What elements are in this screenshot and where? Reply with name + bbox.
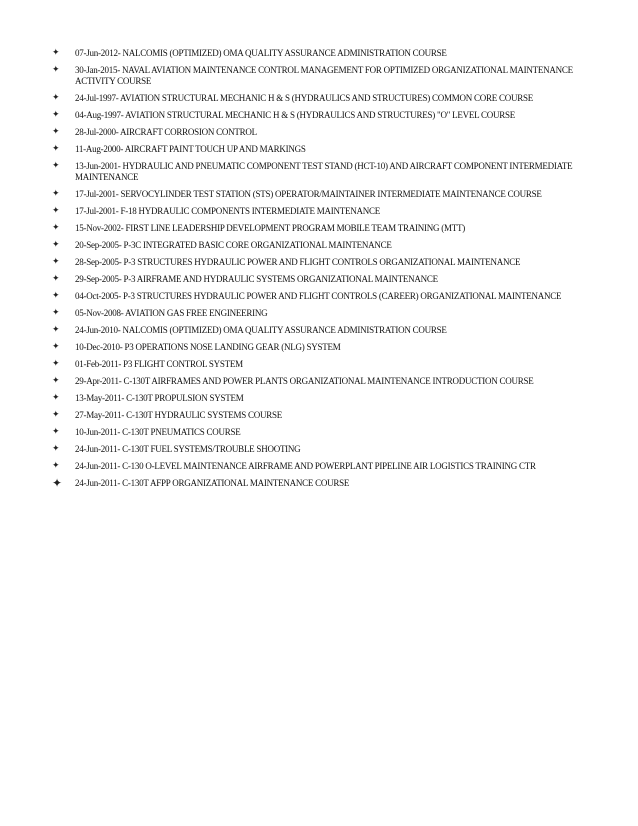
course-title: C-130T HYDRAULIC SYSTEMS COURSE <box>126 410 283 420</box>
course-entry-text <box>75 427 612 438</box>
four-point-star-bullet-icon: ✦ <box>52 325 60 335</box>
course-title: P-3 AIRFRAME AND HYDRAULIC SYSTEMS ORGANIZATIONAL MAINTENANCE <box>123 274 438 284</box>
list-item <box>52 393 612 404</box>
course-title: C-130T AIRFRAMES AND POWER PLANTS ORGANIZATIONAL MAINTENANCE INTRODUCTION COURSE <box>123 376 534 386</box>
list-item <box>52 65 612 87</box>
four-point-star-bullet-icon: ✦ <box>52 127 60 137</box>
course-entry-text <box>75 393 612 404</box>
course-entry-text <box>75 110 612 121</box>
course-entry-text <box>75 376 612 387</box>
course-date: 11-Aug-2000- <box>75 144 124 154</box>
course-date: 15-Nov-2002- <box>75 223 124 233</box>
course-date: 17-Jul-2001- <box>75 206 119 216</box>
list-item <box>52 461 612 472</box>
course-title: C-130T AFPP ORGANIZATIONAL MAINTENANCE COURSE <box>122 478 350 488</box>
four-point-star-bullet-icon: ✦ <box>52 274 60 284</box>
list-item <box>52 376 612 387</box>
four-point-star-bullet-icon: ✦ <box>52 206 60 216</box>
course-entry-text <box>75 308 612 319</box>
list-item <box>52 257 612 268</box>
four-point-star-bullet-icon: ✦ <box>52 161 60 171</box>
course-title: FIRST LINE LEADERSHIP DEVELOPMENT PROGRAM MOBILE TEAM TRAINING (MTT) <box>125 223 466 233</box>
course-entry-text <box>75 291 612 302</box>
four-point-star-bullet-icon: ✦ <box>52 410 60 420</box>
course-entry-text <box>75 274 612 285</box>
course-date: 29-Sep-2005- <box>75 274 122 284</box>
list-item <box>52 359 612 370</box>
course-date: 24-Jun-2010- <box>75 325 121 335</box>
course-title: AIRCRAFT PAINT TOUCH UP AND MARKINGS <box>124 144 306 154</box>
course-title: C-130T FUEL SYSTEMS/TROUBLE SHOOTING <box>122 444 301 454</box>
list-item <box>52 325 612 336</box>
course-title: AVIATION GAS FREE ENGINEERING <box>125 308 268 318</box>
course-entry-text <box>75 65 612 87</box>
course-date: 13-May-2011- <box>75 393 125 403</box>
course-date: 05-Nov-2008- <box>75 308 124 318</box>
course-entry-text <box>75 461 612 472</box>
course-date: 01-Feb-2011- <box>75 359 122 369</box>
course-date: 04-Oct-2005- <box>75 291 121 301</box>
course-entry-text <box>75 478 612 489</box>
four-point-star-bullet-icon: ✦ <box>52 189 60 199</box>
course-entry-text <box>75 189 612 200</box>
course-title: F-18 HYDRAULIC COMPONENTS INTERMEDIATE MAINTENANCE <box>120 206 380 216</box>
course-entry-text <box>75 359 612 370</box>
course-date: 27-May-2011- <box>75 410 125 420</box>
course-date: 24-Jun-2011- <box>75 478 121 488</box>
course-entry-text <box>75 325 612 336</box>
list-item <box>52 110 612 121</box>
course-entry-text <box>75 240 612 251</box>
list-item <box>52 240 612 251</box>
list-item <box>52 291 612 302</box>
four-point-star-bullet-icon: ✦ <box>52 444 60 454</box>
list-item <box>52 189 612 200</box>
training-course-list <box>52 48 612 495</box>
course-title: AVIATION STRUCTURAL MECHANIC H & S (HYDRAULICS AND STRUCTURES) "O" LEVEL COURSE <box>125 110 516 120</box>
course-entry-text <box>75 93 612 104</box>
four-point-star-bullet-icon: ✦ <box>52 461 60 471</box>
course-entry-text <box>75 444 612 455</box>
four-point-star-bullet-icon: ✦ <box>52 291 60 301</box>
course-title: P3 OPERATIONS NOSE LANDING GEAR (NLG) SYSTEM <box>124 342 341 352</box>
course-title: HYDRAULIC AND PNEUMATIC COMPONENT TEST STAND (HCT-10) AND AIRCRAFT COMPONENT INTERMEDIATE MAINTENANCE <box>75 161 573 182</box>
course-title: P-3 STRUCTURES HYDRAULIC POWER AND FLIGHT CONTROLS (CAREER) ORGANIZATIONAL MAINTENANCE <box>123 291 562 301</box>
list-item <box>52 444 612 455</box>
list-item <box>52 223 612 234</box>
course-date: 13-Jun-2001- <box>75 161 121 171</box>
course-date: 24-Jun-2011- <box>75 444 121 454</box>
course-date: 28-Jul-2000- <box>75 127 119 137</box>
list-item <box>52 127 612 138</box>
course-title: C-130T PROPULSION SYSTEM <box>126 393 244 403</box>
list-item <box>52 478 612 489</box>
course-entry-text <box>75 144 612 155</box>
four-point-star-bullet-icon: ✦ <box>52 359 60 369</box>
four-point-star-bullet-icon: ✦ <box>52 393 60 403</box>
four-point-star-bullet-icon: ✦ <box>52 93 60 103</box>
course-title: C-130T PNEUMATICS COURSE <box>122 427 241 437</box>
course-date: 30-Jan-2015- <box>75 65 120 75</box>
course-date: 07-Jun-2012- <box>75 48 121 58</box>
course-entry-text <box>75 342 612 353</box>
course-entry-text <box>75 48 612 59</box>
four-point-star-bullet-icon: ✦ <box>52 308 60 318</box>
course-title: NAVAL AVIATION MAINTENANCE CONTROL MANAGEMENT FOR OPTIMIZED ORGANIZATIONAL MAINTENANCE ACTIVITY COURSE <box>75 65 573 86</box>
course-date: 28-Sep-2005- <box>75 257 122 267</box>
course-entry-text <box>75 161 612 183</box>
list-item <box>52 274 612 285</box>
course-title: P3 FLIGHT CONTROL SYSTEM <box>123 359 243 369</box>
four-point-star-bullet-icon: ✦ <box>52 144 60 154</box>
course-date: 24-Jun-2011- <box>75 461 121 471</box>
list-item <box>52 308 612 319</box>
course-date: 10-Jun-2011- <box>75 427 121 437</box>
course-date: 04-Aug-1997- <box>75 110 124 120</box>
four-point-star-bullet-icon: ✦ <box>52 476 62 490</box>
course-title: AVIATION STRUCTURAL MECHANIC H & S (HYDRAULICS AND STRUCTURES) COMMON CORE COURSE <box>120 93 534 103</box>
course-date: 10-Dec-2010- <box>75 342 123 352</box>
list-item <box>52 48 612 59</box>
course-title: P-3C INTEGRATED BASIC CORE ORGANIZATIONAL MAINTENANCE <box>123 240 392 250</box>
course-entry-text <box>75 257 612 268</box>
four-point-star-bullet-icon: ✦ <box>52 65 60 75</box>
list-item <box>52 342 612 353</box>
course-title: NALCOMIS (OPTIMIZED) OMA QUALITY ASSURANCE ADMINISTRATION COURSE <box>122 325 447 335</box>
course-date: 20-Sep-2005- <box>75 240 122 250</box>
course-entry-text <box>75 127 612 138</box>
list-item <box>52 93 612 104</box>
course-entry-text <box>75 206 612 217</box>
course-title: P-3 STRUCTURES HYDRAULIC POWER AND FLIGHT CONTROLS ORGANIZATIONAL MAINTENANCE <box>123 257 521 267</box>
four-point-star-bullet-icon: ✦ <box>52 342 60 352</box>
course-date: 24-Jul-1997- <box>75 93 119 103</box>
four-point-star-bullet-icon: ✦ <box>52 376 60 386</box>
four-point-star-bullet-icon: ✦ <box>52 240 60 250</box>
four-point-star-bullet-icon: ✦ <box>52 223 60 233</box>
course-entry-text <box>75 410 612 421</box>
course-date: 17-Jul-2001- <box>75 189 119 199</box>
course-title: C-130 O-LEVEL MAINTENANCE AIRFRAME AND POWERPLANT PIPELINE AIR LOGISTICS TRAINING CTR <box>122 461 536 471</box>
list-item <box>52 410 612 421</box>
list-item <box>52 427 612 438</box>
course-title: SERVOCYLINDER TEST STATION (STS) OPERATOR/MAINTAINER INTERMEDIATE MAINTENANCE COURSE <box>120 189 542 199</box>
list-item <box>52 144 612 155</box>
course-title: NALCOMIS (OPTIMIZED) OMA QUALITY ASSURANCE ADMINISTRATION COURSE <box>122 48 447 58</box>
course-title: AIRCRAFT CORROSION CONTROL <box>120 127 257 137</box>
course-entry-text <box>75 223 612 234</box>
course-date: 29-Apr-2011- <box>75 376 122 386</box>
list-item <box>52 206 612 217</box>
four-point-star-bullet-icon: ✦ <box>52 257 60 267</box>
four-point-star-bullet-icon: ✦ <box>52 48 60 58</box>
four-point-star-bullet-icon: ✦ <box>52 110 60 120</box>
list-item <box>52 161 612 183</box>
four-point-star-bullet-icon: ✦ <box>52 427 60 437</box>
